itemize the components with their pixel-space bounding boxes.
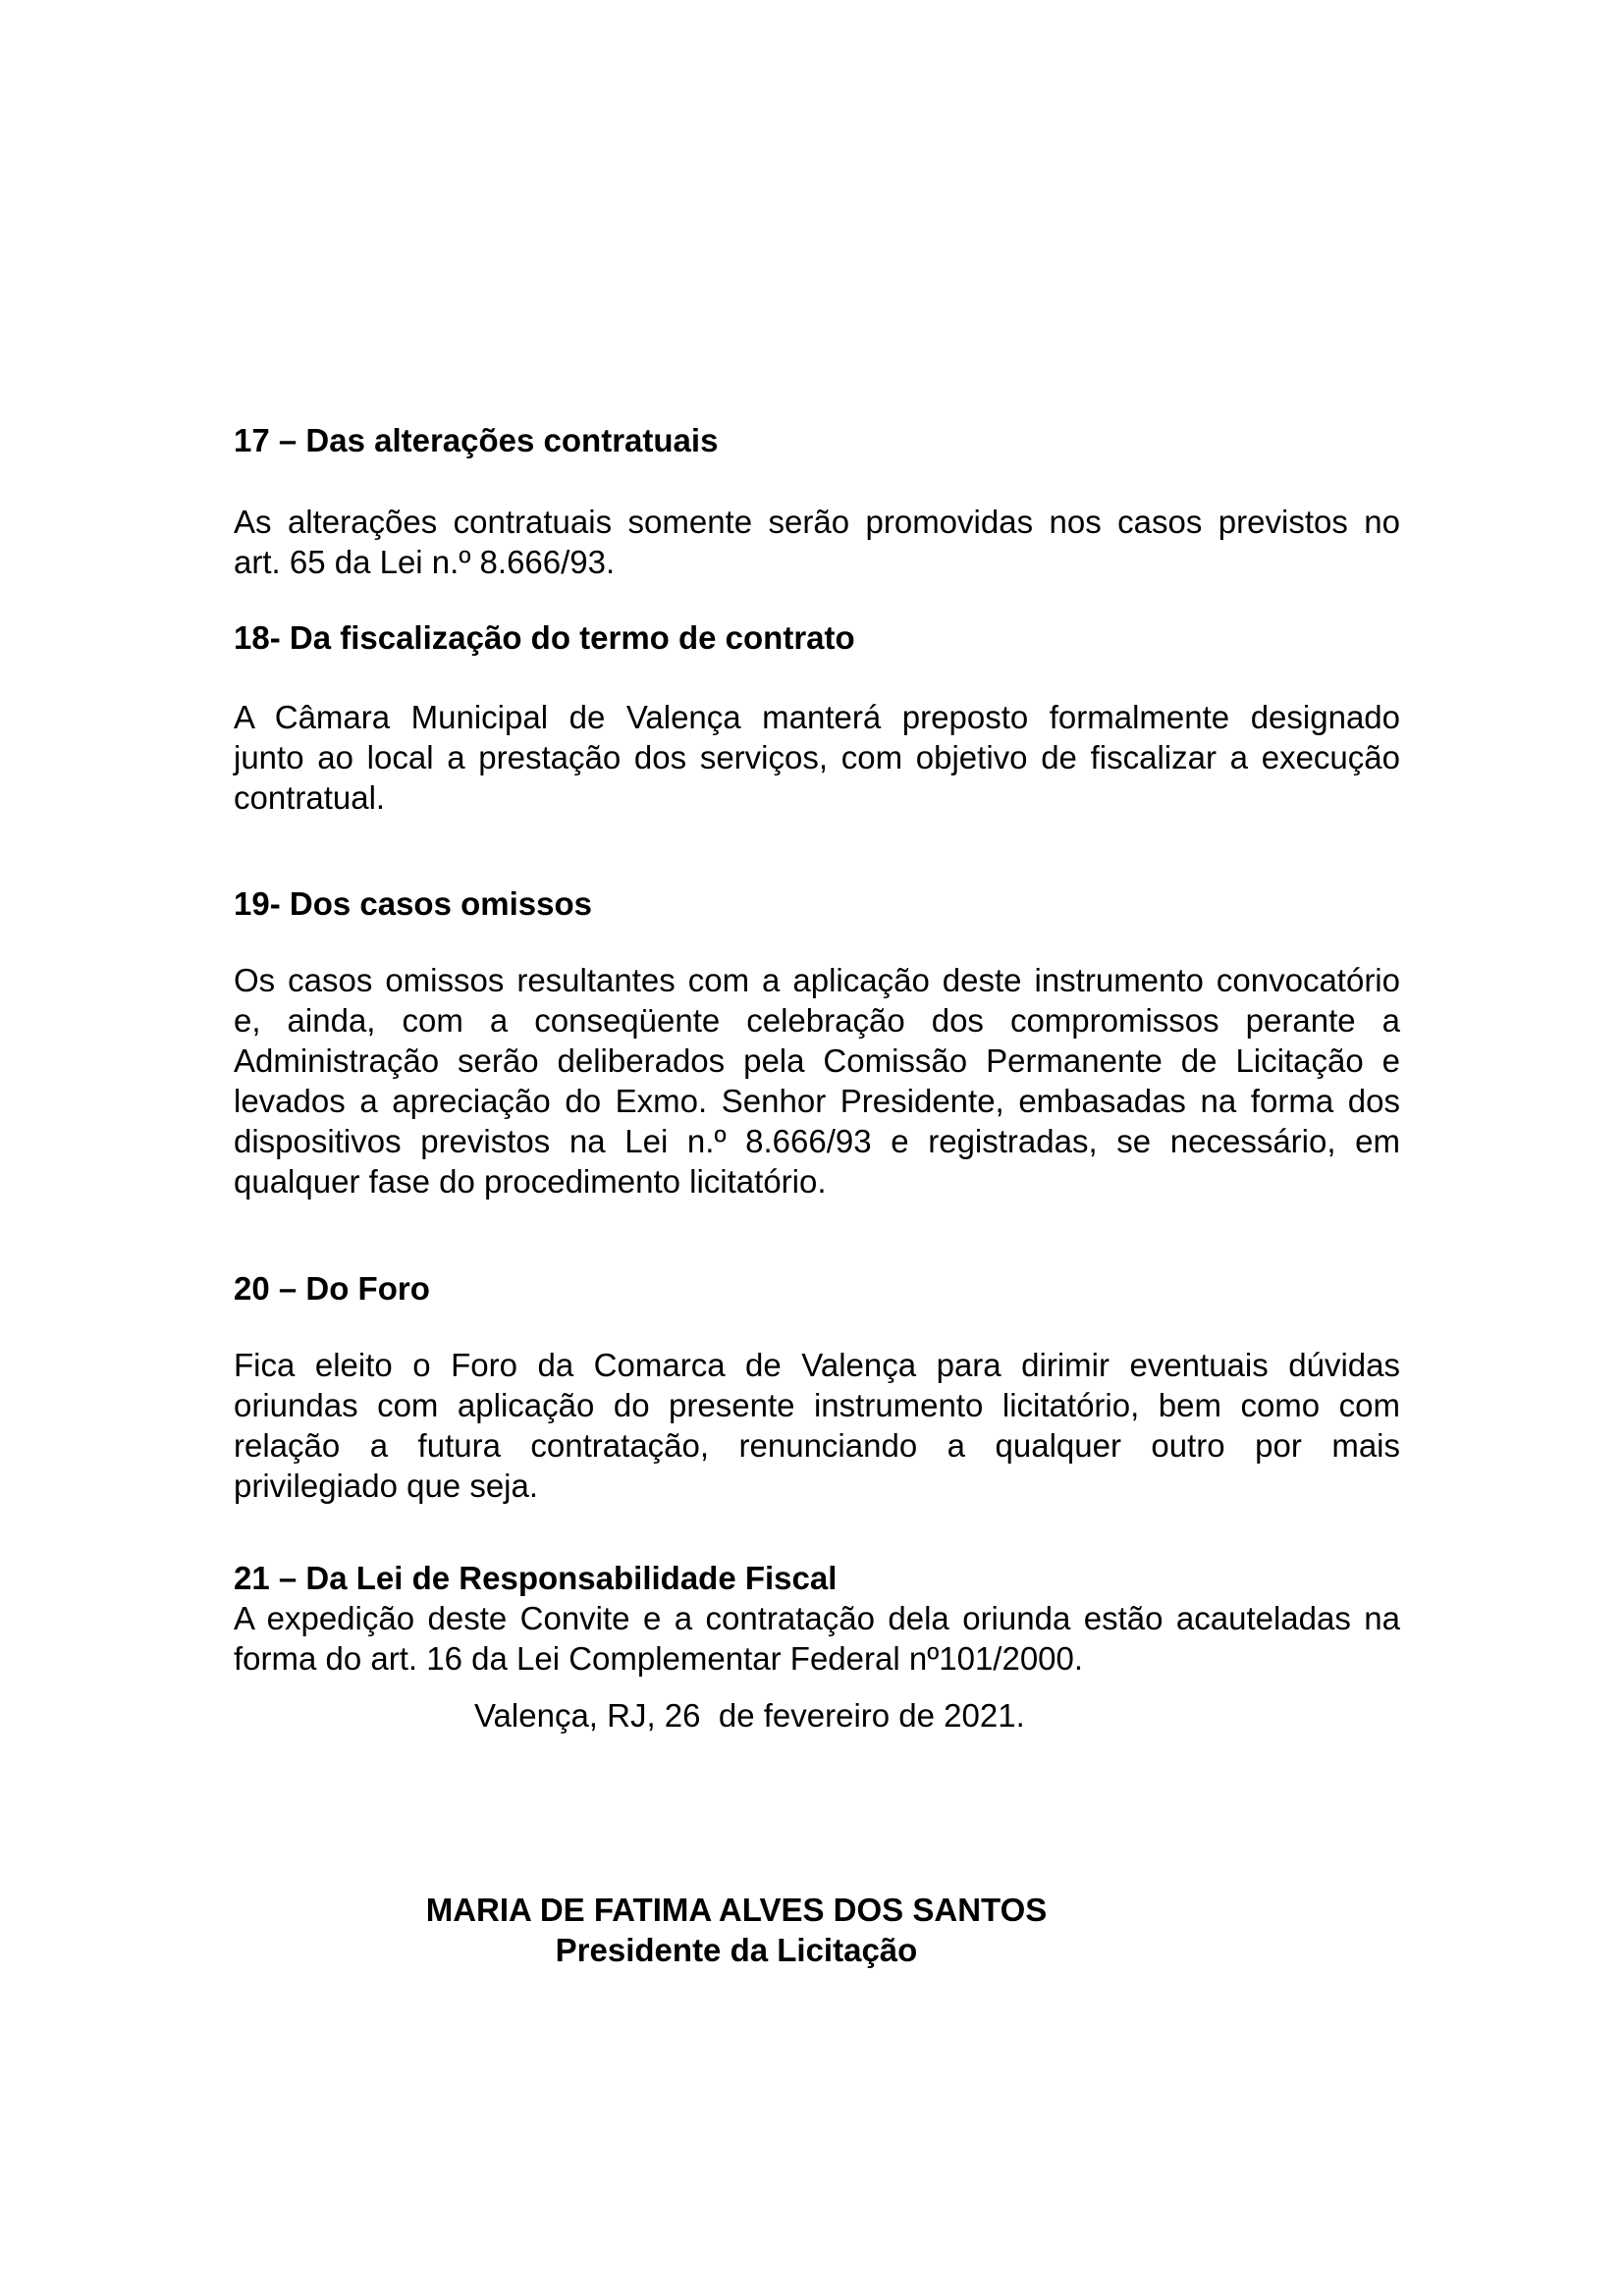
text-line: A expedição deste Convite e a contratação dela oriunda estão acauteladas na xyxy=(234,1600,1400,1636)
text-line: contratual. xyxy=(234,779,386,816)
section-21-paragraph xyxy=(234,1598,1400,1679)
signature-title: Presidente da Licitação xyxy=(555,1932,918,1968)
text-line: Os casos omissos resultantes com a aplicação deste instrumento convocatório xyxy=(234,962,1400,998)
section-20-paragraph xyxy=(234,1345,1400,1506)
text-line: dispositivos previstos na Lei n.º 8.666/93 e registradas, se necessário, em xyxy=(234,1123,1400,1159)
text-line: junto ao local a prestação dos serviços, com objetivo de fiscalizar a execução xyxy=(234,739,1400,775)
text-line: qualquer fase do procedimento licitatório. xyxy=(234,1163,827,1200)
section-19-heading: 19- Dos casos omissos xyxy=(234,885,592,922)
section-21-heading: 21 – Da Lei de Responsabilidade Fiscal xyxy=(234,1560,838,1596)
section-18-heading: 18- Da fiscalização do termo de contrato xyxy=(234,619,855,656)
text-line: Fica eleito o Foro da Comarca de Valença para dirimir eventuais dúvidas xyxy=(234,1347,1400,1383)
text-line: relação a futura contratação, renunciando a qualquer outro por mais xyxy=(234,1427,1400,1464)
section-17-heading: 17 – Das alterações contratuais xyxy=(234,422,719,458)
section-18-paragraph xyxy=(234,697,1400,818)
section-19-paragraph xyxy=(234,960,1400,1201)
text-line: forma do art. 16 da Lei Complementar Federal nº101/2000. xyxy=(234,1640,1084,1677)
text-line: oriundas com aplicação do presente instrumento licitatório, bem como com xyxy=(234,1387,1400,1423)
text-line: art. 65 da Lei n.º 8.666/93. xyxy=(234,544,616,580)
signature-block xyxy=(0,1890,1473,1970)
text-line: As alterações contratuais somente serão promovidas nos casos previstos no xyxy=(234,504,1400,540)
date-line: Valença, RJ, 26 de fevereiro de 2021. xyxy=(474,1697,1025,1734)
text-line: privilegiado que seja. xyxy=(234,1468,539,1504)
section-20-heading: 20 – Do Foro xyxy=(234,1270,430,1307)
signature-name: MARIA DE FATIMA ALVES DOS SANTOS xyxy=(425,1892,1048,1928)
text-line: A Câmara Municipal de Valença manterá preposto formalmente designado xyxy=(234,699,1400,735)
text-line: Administração serão deliberados pela Comissão Permanente de Licitação e xyxy=(234,1042,1400,1079)
text-line: levados a apreciação do Exmo. Senhor Presidente, embasadas na forma dos xyxy=(234,1083,1400,1119)
section-17-paragraph xyxy=(234,502,1400,582)
text-line: e, ainda, com a conseqüente celebração dos compromissos perante a xyxy=(234,1002,1400,1039)
